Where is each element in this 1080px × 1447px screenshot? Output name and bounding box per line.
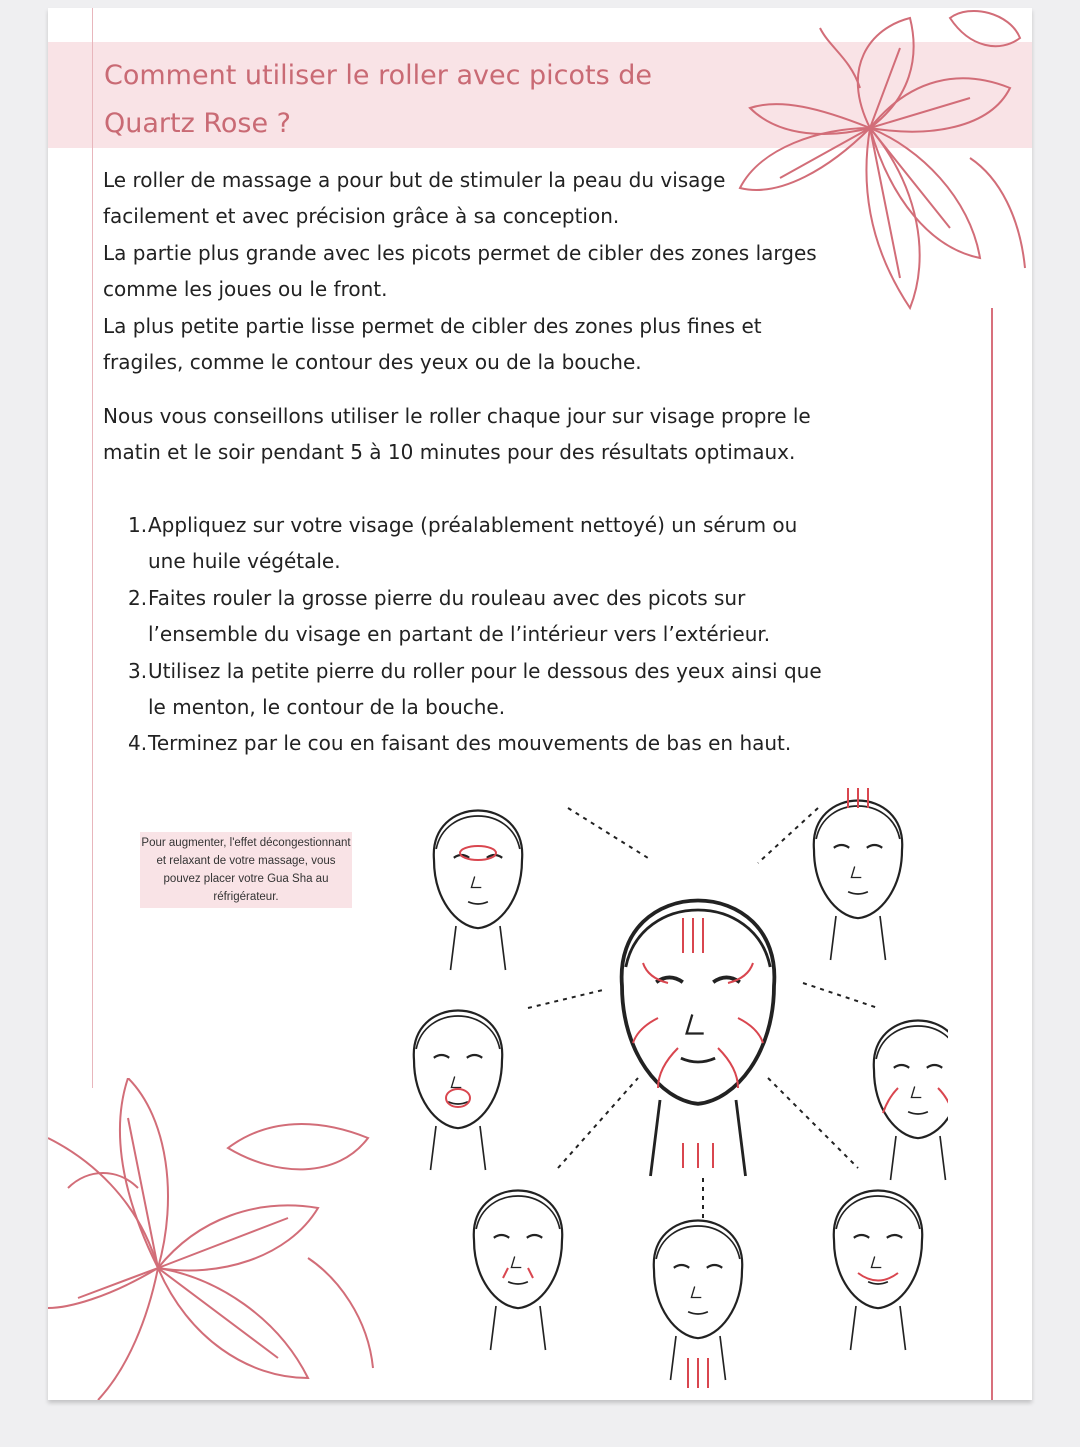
face-massage-diagram xyxy=(358,768,948,1400)
list-item: 4. Terminez par le cou en faisant des mouvements de bas en haut. xyxy=(128,731,792,756)
advice-text: Nous vous conseillons utiliser le roller chaque jour sur visage propre le matin et le soir pendant 5 à 10 minutes pour des résultats optimaux. xyxy=(103,404,811,465)
face-icon xyxy=(474,1191,562,1351)
intro-paragraph-2: La partie plus grande avec les picots permet de cibler des zones larges comme les joues ou le front. xyxy=(103,240,817,302)
flower-icon xyxy=(48,1078,378,1400)
face-icon xyxy=(654,1221,742,1381)
face-icon xyxy=(622,901,775,1177)
face-icon xyxy=(814,801,902,961)
face-icon xyxy=(434,811,522,971)
face-icon xyxy=(874,1021,948,1181)
tip-note: Pour augmenter, l'effet décongestionnant et relaxant de votre massage, vous pouvez placer votre Gua Sha au réfrigérateur. xyxy=(140,832,352,908)
list-item: 2. Faites rouler la grosse pierre du rouleau avec des picots sur l’ensemble du visage en partant de l’intérieur vers l’extérieur. xyxy=(128,585,771,647)
left-rule xyxy=(92,8,93,1088)
intro-paragraph-3: La plus petite partie lisse permet de cibler des zones plus fines et fragiles, comme le contour des yeux ou de la bouche. xyxy=(103,313,762,375)
steps-list xyxy=(128,507,828,762)
intro-paragraph-1: Le roller de massage a pour but de stimuler la peau du visage facilement et avec précision grâce à sa conception. xyxy=(103,168,726,229)
page xyxy=(48,8,1032,1400)
list-item: 3. Utilisez la petite pierre du roller pour le dessous des yeux ainsi que le menton, le contour de la bouche. xyxy=(128,658,822,720)
intro-text xyxy=(103,162,823,380)
right-rule xyxy=(991,308,993,1400)
page-title: Comment utiliser le roller avec picots de Quartz Rose ? xyxy=(104,60,653,139)
face-icon xyxy=(414,1011,502,1171)
face-icon xyxy=(834,1191,922,1351)
list-item: 1. Appliquez sur votre visage (préalablement nettoyé) un sérum ou une huile végétale. xyxy=(128,513,798,574)
